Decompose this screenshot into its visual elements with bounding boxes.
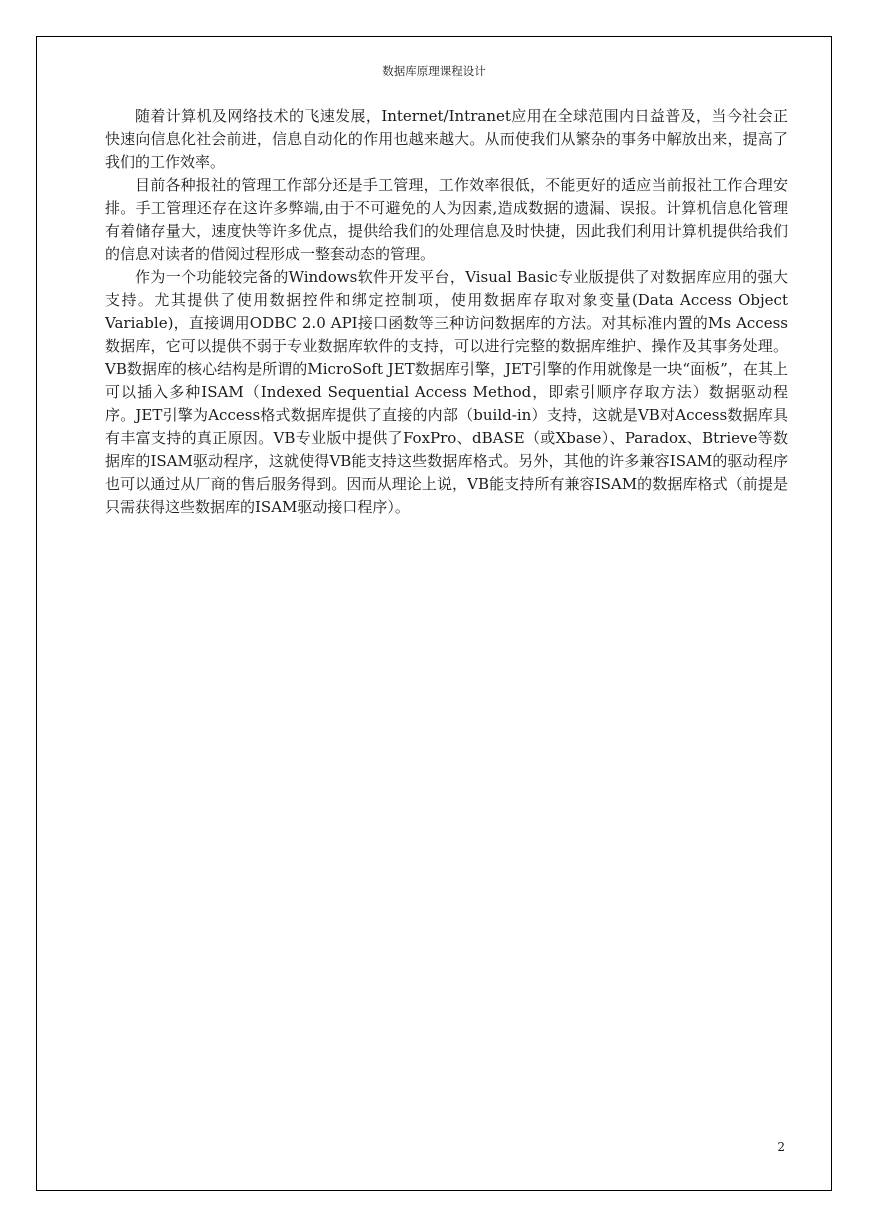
paragraph-3: 作为一个功能较完备的Windows软件开发平台，Visual Basic专业版提供了对数据库应用的强大支持。尤其提供了使用数据控件和绑定控制项，使用数据库存取对象变量(Data Access Object Variable)，直接调用ODBC 2.0 API接口函数等三种访问数据库的方法。对其标准内置的Ms Access数据库，它可以提供不弱于专业数据库软件的支持，可以进行完整的数据库维护、操作及其事务处理。VB数据库的核心结构是所谓的MicroSoft JET数据库引擎，JET引擎的作用就像是一块“面板”，在其上可以插入多种ISAM（Indexed Sequential Access Method，即索引顺序存取方法）数据驱动程序。JET引擎为Access格式数据库提供了直接的内部（build-in）支持，这就是VB对Access数据库具有丰富支持的真正原因。VB专业版中提供了FoxPro、dBASE（或Xbase）、Paradox、Btrieve等数据库的ISAM驱动程序，这就使得VB能支持这些数据库格式。另外，其他的许多兼容ISAM的驱动程序也可以通过从厂商的售后服务得到。因而从理论上说，VB能支持所有兼容ISAM的数据库格式（前提是只需获得这些数据库的ISAM驱动接口程序）。	[105, 268, 788, 516]
page-number: 2	[777, 1140, 785, 1154]
page-header: 数据库原理课程设计	[382, 64, 486, 78]
document-body	[105, 105, 788, 519]
paragraph-2: 目前各种报社的管理工作部分还是手工管理，工作效率很低，不能更好的适应当前报社工作合理安排。手工管理还存在这许多弊端,由于不可避免的人为因素,造成数据的遗漏、误报。计算机信息化管理有着储存量大，速度快等许多优点，提供给我们的处理信息及时快捷，因此我们利用计算机提供给我们的信息对读者的借阅过程形成一整套动态的管理。	[105, 176, 788, 263]
page-frame	[36, 36, 832, 1191]
paragraph-1: 随着计算机及网络技术的飞速发展，Internet/Intranet应用在全球范围内日益普及，当今社会正快速向信息化社会前进，信息自动化的作用也越来越大。从而使我们从繁杂的事务中解放出来，提高了我们的工作效率。	[105, 107, 788, 171]
